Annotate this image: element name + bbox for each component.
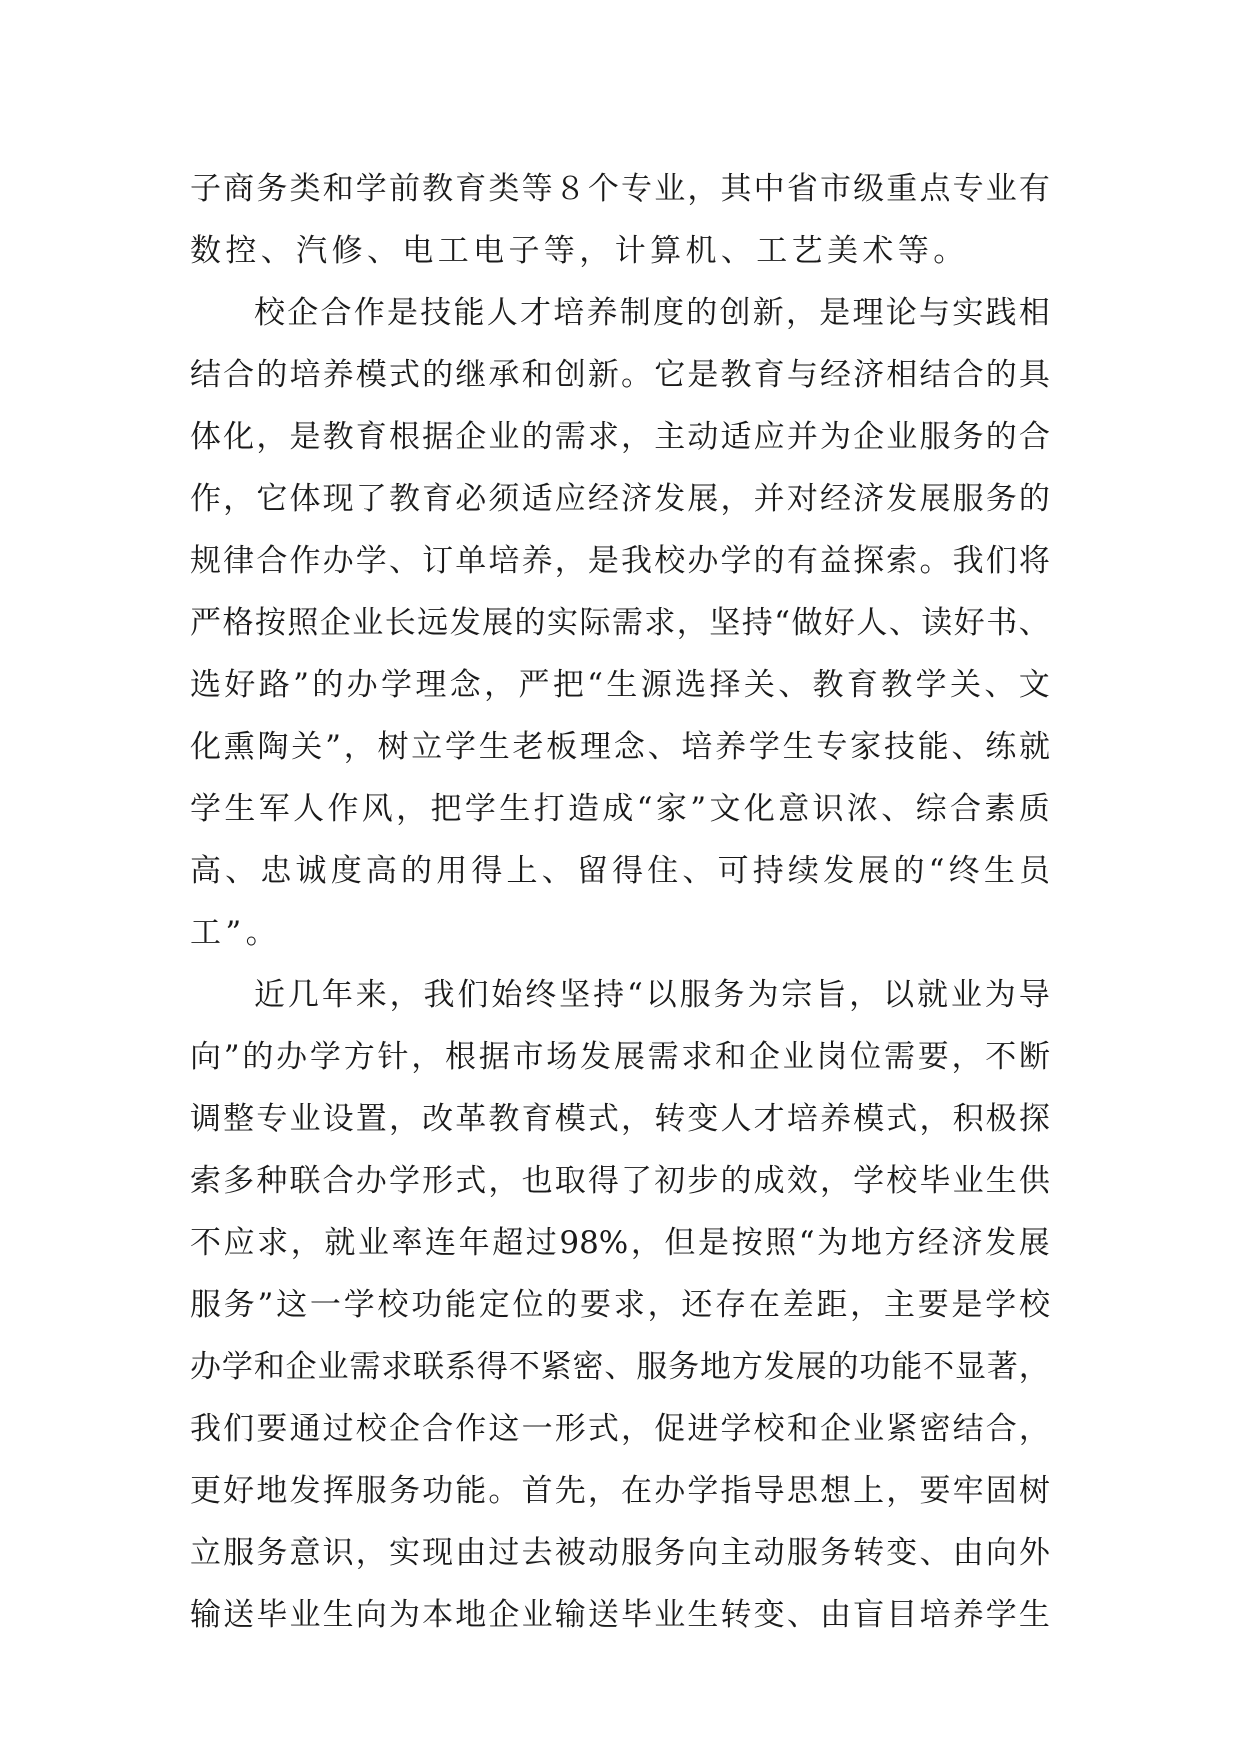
text-line: 输 送 毕 业 生 向 为 本 地 企 业 输 送 毕 业 生 转 变 、 由 盲 目 培 养 学 生	[190, 1597, 1050, 1633]
text-line: 严 格 按 照 企 业 长 远 发 展 的 实 际 需 求 ， 坚 持 “ 做 好 人 、 读 好 书 、	[190, 605, 1050, 641]
text-line: 索 多 种 联 合 办 学 形 式 ， 也 取 得 了 初 步 的 成 效 ， 学 校 毕 业 生 供	[190, 1163, 1050, 1199]
text-line: 体 化 ， 是 教 育 根 据 企 业 的 需 求 ， 主 动 适 应 并 为 企 业 服 务 的 合	[190, 419, 1050, 455]
text-line: 我 们 要 通 过 校 企 合 作 这 一 形 式 ， 促 进 学 校 和 企 业 紧 密 结 合 ，	[190, 1411, 1050, 1447]
text-line: 调 整 专 业 设 置 ， 改 革 教 育 模 式 ， 转 变 人 才 培 养 模 式 ， 积 极 探	[190, 1101, 1050, 1137]
text-line: 办 学 和 企 业 需 求 联 系 得 不 紧 密 、 服 务 地 方 发 展 的 功 能 不 显 著 ，	[190, 1349, 1050, 1385]
text-line: 规 律 合 作 办 学 、 订 单 培 养 ， 是 我 校 办 学 的 有 益 探 索 。 我 们 将	[190, 543, 1050, 579]
text-line: 选 好 路 ” 的 办 学 理 念 ， 严 把 “ 生 源 选 择 关 、 教 育 教 学 关 、 文	[190, 667, 1050, 703]
text-line: 校 企 合 作 是 技 能 人 才 培 养 制 度 的 创 新 ， 是 理 论 与 实 践 相	[254, 295, 1050, 331]
text-line: 近 几 年 来 ， 我 们 始 终 坚 持 “ 以 服 务 为 宗 旨 ， 以 就 业 为 导	[254, 977, 1050, 1013]
text-line: 工 ” 。	[190, 915, 277, 951]
text-line: 立 服 务 意 识 ， 实 现 由 过 去 被 动 服 务 向 主 动 服 务 转 变 、 由 向 外	[190, 1535, 1050, 1571]
text-line: 学 生 军 人 作 风 ， 把 学 生 打 造 成 “ 家 ” 文 化 意 识 浓 、 综 合 素 质	[190, 791, 1050, 827]
text-line: 更 好 地 发 挥 服 务 功 能 。 首 先 ， 在 办 学 指 导 思 想 上 ， 要 牢 固 树	[190, 1473, 1050, 1509]
text-line: 子 商 务 类 和 学 前 教 育 类 等 ８ 个 专 业 ， 其 中 省 市 级 重 点 专 业 有	[190, 171, 1050, 207]
text-line: 不 应 求 ， 就 业 率 连 年 超 过 98% ， 但 是 按 照 “ 为 地 方 经 济 发 展	[190, 1225, 1050, 1261]
text-line: 数 控 、 汽 修 、 电 工 电 子 等 ， 计 算 机 、 工 艺 美 术 等 。	[190, 233, 965, 269]
body-text	[190, 158, 1050, 1646]
text-line: 高 、 忠 诚 度 高 的 用 得 上 、 留 得 住 、 可 持 续 发 展 的 “ 终 生 员	[190, 853, 1050, 889]
text-line: 服 务 ” 这 一 学 校 功 能 定 位 的 要 求 ， 还 存 在 差 距 ， 主 要 是 学 校	[190, 1287, 1050, 1323]
text-line: 向 ” 的 办 学 方 针 ， 根 据 市 场 发 展 需 求 和 企 业 岗 位 需 要 ， 不 断	[190, 1039, 1050, 1075]
text-line: 作 ， 它 体 现 了 教 育 必 须 适 应 经 济 发 展 ， 并 对 经 济 发 展 服 务 的	[190, 481, 1050, 517]
text-line: 化 熏 陶 关 ” ， 树 立 学 生 老 板 理 念 、 培 养 学 生 专 家 技 能 、 练 就	[190, 729, 1050, 765]
text-line: 结 合 的 培 养 模 式 的 继 承 和 创 新 。 它 是 教 育 与 经 济 相 结 合 的 具	[190, 357, 1050, 393]
